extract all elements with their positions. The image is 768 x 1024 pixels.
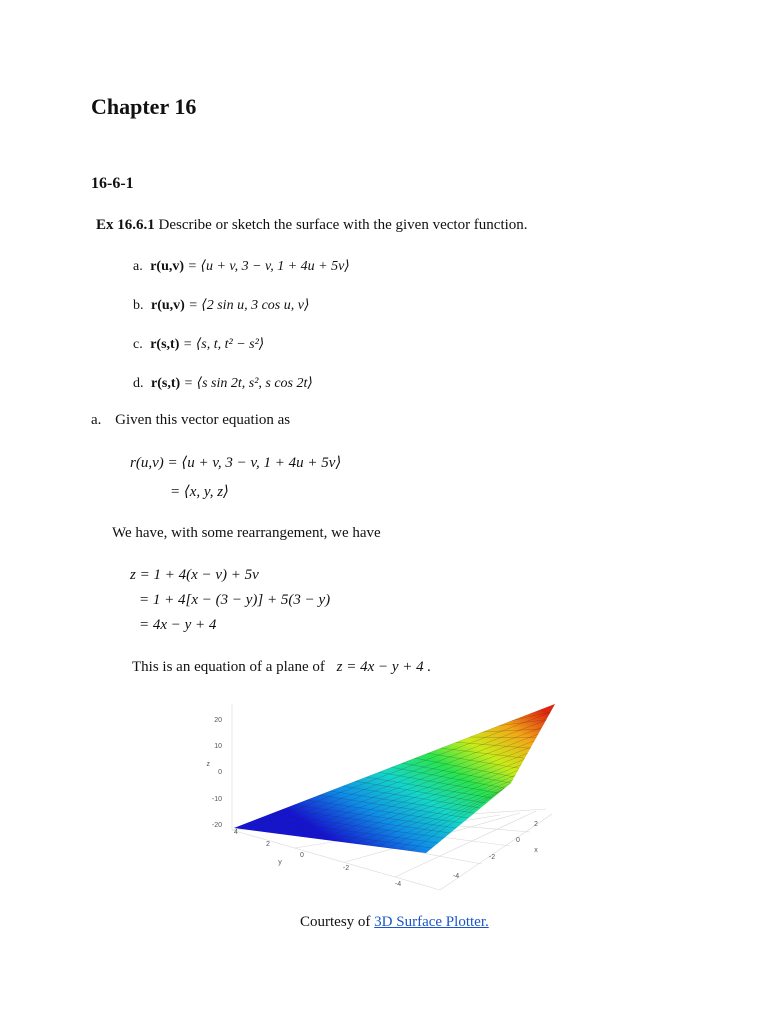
- solution-label: a.: [91, 412, 102, 428]
- y-tick-label: 4: [234, 829, 238, 836]
- equation-z-line2: = 1 + 4[x − (3 − y)] + 5(3 − y): [139, 592, 331, 608]
- x-tick-label: 2: [534, 821, 538, 828]
- exercise-statement: [96, 217, 528, 234]
- exercise-prompt: Describe or sketch the surface with the given vector function.: [158, 217, 528, 233]
- equation-vector-line1: r(u,v) = ⟨u + v, 3 − v, 1 + 4u + 5v⟩: [130, 455, 342, 471]
- solution-intro: a. Given this vector equation as: [91, 412, 291, 428]
- y-tick-label: -2: [342, 865, 350, 872]
- z-tick-label: -20: [211, 822, 222, 829]
- equation-z-line3: = 4x − y + 4: [139, 617, 217, 633]
- conclusion-text: This is an equation of a plane of z = 4x − y + 4 .: [132, 659, 432, 675]
- y-tick-label: 2: [266, 841, 270, 848]
- z-axis: [207, 717, 223, 829]
- rearrange-text: We have, with some rearrangement, we have: [112, 525, 381, 541]
- chapter-title: Chapter 16: [91, 94, 197, 119]
- figure-credit: Courtesy of 3D Surface Plotter.: [300, 914, 489, 930]
- x-tick-label: -2: [488, 854, 496, 861]
- conclusion-equation: z = 4x − y + 4 .: [336, 659, 432, 675]
- surface-plot: [200, 694, 562, 900]
- exercise-item-a: a. r(u,v) = ⟨u + v, 3 − v, 1 + 4u + 5v⟩: [133, 259, 350, 274]
- z-tick-label: 20: [214, 717, 222, 724]
- exercise-item-c: c. r(s,t) = ⟨s, t, t² − s²⟩: [133, 337, 265, 352]
- equation-vector-line2: = ⟨x, y, z⟩: [170, 484, 229, 500]
- x-tick-label: -4: [452, 873, 460, 880]
- exercise-item-d: d. r(s,t) = ⟨s sin 2t, s², s cos 2t⟩: [133, 376, 313, 391]
- x-tick-label: 0: [516, 837, 520, 844]
- section-heading: 16-6-1: [91, 175, 134, 192]
- x-axis-label: x: [534, 847, 538, 854]
- equation-z-line1: z = 1 + 4(x − v) + 5v: [130, 567, 259, 583]
- exercise-item-b: b. r(u,v) = ⟨2 sin u, 3 cos u, v⟩: [133, 298, 310, 313]
- y-tick-label: -4: [394, 881, 402, 888]
- z-tick-label: 10: [214, 743, 222, 750]
- exercise-label: Ex 16.6.1: [96, 217, 155, 233]
- y-tick-label: 0: [300, 852, 304, 859]
- y-axis-label: y: [278, 859, 282, 866]
- z-axis-label: z: [206, 761, 210, 768]
- surface-plotter-link[interactable]: 3D Surface Plotter.: [374, 914, 489, 930]
- z-tick-label: 0: [218, 769, 222, 776]
- z-tick-label: -10: [211, 796, 222, 803]
